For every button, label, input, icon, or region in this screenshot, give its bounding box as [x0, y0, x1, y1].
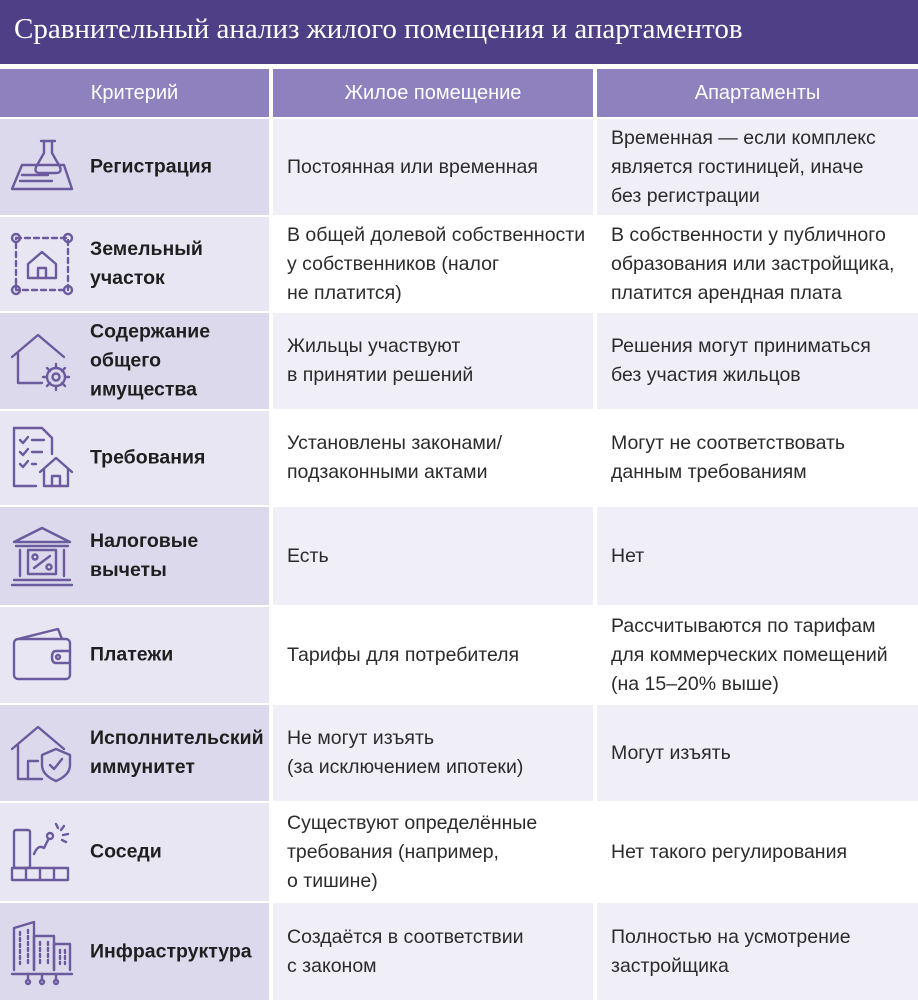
criterion-cell: [0, 607, 269, 703]
table-row: [0, 411, 918, 505]
residential-text: Жильцы участвуют в принятии решений: [287, 335, 474, 386]
apartments-text: Временная — если комплекс является гостиницей, иначе без регистрации: [611, 126, 876, 207]
residential-cell: [273, 705, 593, 801]
residential-text: Есть: [287, 544, 329, 567]
apartments-text: Рассчитываются по тарифам для коммерческих помещений (на 15–20% выше): [611, 614, 888, 695]
apartments-text: Полностью на усмотрение застройщика: [611, 925, 851, 977]
residential-cell: [273, 313, 593, 409]
residential-cell: [273, 119, 593, 215]
land-plot-icon: [8, 230, 76, 298]
house-gear-icon: [8, 327, 76, 395]
apartments-text: Могут не соответствовать данным требованиям: [611, 432, 846, 483]
page-title: Сравнительный анализ жилого помещения и апартаментов: [14, 13, 743, 45]
residential-cell: [273, 607, 593, 703]
column-header-criterion: Критерий: [0, 69, 269, 117]
apartments-text: Нет: [611, 544, 645, 567]
apartments-cell: [597, 119, 918, 215]
table-row: [0, 607, 918, 703]
apartments-text: Нет такого регулирования: [611, 840, 848, 863]
percent-building-icon: [8, 522, 76, 590]
criterion-label: Платежи: [90, 643, 174, 666]
criterion-cell: [0, 507, 269, 605]
apartments-cell: [597, 507, 918, 605]
residential-cell: [273, 803, 593, 901]
table-row: [0, 705, 918, 801]
residential-cell: [273, 411, 593, 505]
criterion-cell: [0, 119, 269, 215]
apartments-cell: [597, 217, 918, 311]
wallet-icon: [8, 621, 76, 689]
criterion-label: Исполнительский иммунитет: [90, 727, 264, 778]
apartments-text: Могут изъять: [611, 741, 731, 764]
table-row: [0, 507, 918, 605]
residential-text: Тарифы для потребителя: [287, 643, 520, 666]
criterion-cell: [0, 217, 269, 311]
table-row: [0, 903, 918, 1000]
residential-text: Создаётся в соответствии с законом: [287, 925, 524, 977]
residential-text: Постоянная или временная: [287, 155, 538, 178]
checklist-house-icon: [8, 424, 76, 492]
city-buildings-icon: [8, 918, 76, 986]
criterion-label: Налоговые вычеты: [90, 530, 199, 581]
house-shield-icon: [8, 719, 76, 787]
criterion-label: Регистрация: [90, 155, 212, 178]
apartments-cell: [597, 803, 918, 901]
column-header-apartments: Апартаменты: [597, 69, 918, 117]
table-row: [0, 217, 918, 311]
apartments-text: В собственности у публичного образования или застройщика, платится арендная плата: [611, 223, 895, 304]
criterion-label: Инфраструктура: [90, 940, 252, 962]
criterion-cell: [0, 903, 269, 1000]
criterion-cell: [0, 705, 269, 801]
residential-text: Не могут изъять (за исключением ипотеки): [287, 727, 524, 778]
criterion-label: Соседи: [90, 840, 162, 863]
residential-cell: [273, 903, 593, 1000]
apartments-cell: [597, 411, 918, 505]
criterion-label: Земельный участок: [90, 238, 203, 289]
apartments-cell: [597, 607, 918, 703]
document-flask-icon: [8, 133, 76, 201]
criterion-cell: [0, 313, 269, 409]
noise-neighbors-icon: [8, 818, 76, 886]
residential-text: В общей долевой собственности у собственников (налог не платится): [287, 223, 586, 304]
residential-cell: [273, 507, 593, 605]
residential-text: Существуют определённые требования (например, о тишине): [287, 811, 538, 892]
table-row: [0, 803, 918, 901]
apartments-text: Решения могут приниматься без участия жильцов: [611, 335, 871, 386]
title-bar: [0, 0, 918, 64]
criterion-cell: [0, 803, 269, 901]
table-row: [0, 119, 918, 215]
criterion-label: Содержание общего имущества: [90, 320, 211, 401]
criterion-label: Требования: [90, 446, 206, 469]
apartments-cell: [597, 903, 918, 1000]
criterion-cell: [0, 411, 269, 505]
residential-text: Установлены законами/ подзаконными актами: [287, 432, 503, 483]
apartments-cell: [597, 705, 918, 801]
residential-cell: [273, 217, 593, 311]
table-row: [0, 313, 918, 409]
column-header-residential: Жилое помещение: [273, 69, 593, 117]
apartments-cell: [597, 313, 918, 409]
